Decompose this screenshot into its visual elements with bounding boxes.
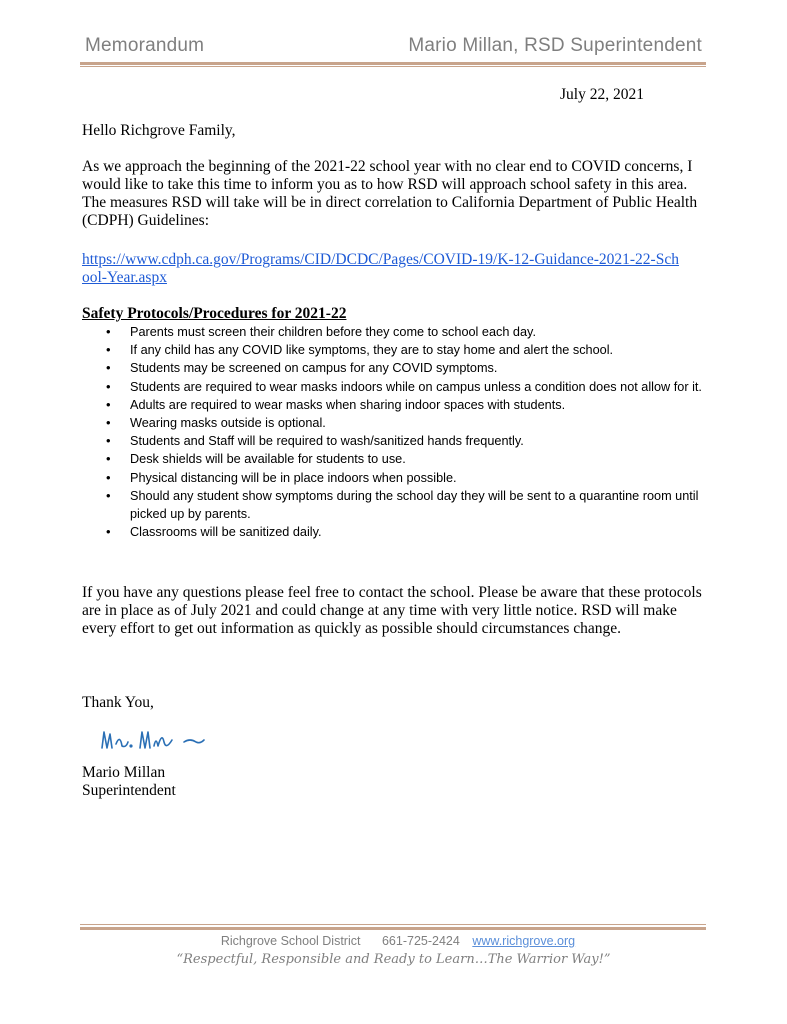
list-item: • Should any student show symptoms during the school day they will be sent to a quarantine room until picked up by parents. — [82, 487, 712, 523]
district-phone: 661-725-2424 — [381, 934, 460, 948]
sender-label: Mario Millan, RSD Superintendent — [408, 35, 702, 56]
list-item: • Desk shields will be available for students to use. — [82, 450, 712, 468]
closing-paragraph: If you have any questions please feel free to contact the school. Please be aware that these protocols are in place as of July 2021 and could change at any time with very little notice. RSD will make every effort to get out information as quickly as possible should circumstances change. — [82, 584, 702, 637]
list-item: • Wearing masks outside is optional. — [82, 414, 712, 432]
signer-name: Mario Millan — [82, 764, 166, 781]
signoff: Thank You, — [82, 694, 154, 711]
header-rule-thin — [80, 66, 706, 67]
list-item: • Students are required to wear masks indoors while on campus unless a condition does not allow for it. — [82, 378, 712, 396]
list-item: • Students and Staff will be required to wash/sanitized hands frequently. — [82, 432, 712, 450]
memo-label: Memorandum — [85, 35, 205, 56]
list-item: • Students may be screened on campus for any COVID symptoms. — [82, 359, 712, 377]
signer-title: Superintendent — [82, 782, 176, 799]
list-item: • Classrooms will be sanitized daily. — [82, 523, 712, 541]
list-item: • Physical distancing will be in place indoors when possible. — [82, 469, 712, 487]
signature-image — [98, 724, 208, 758]
list-item: • Adults are required to wear masks when sharing indoor spaces with students. — [82, 396, 712, 414]
footer-rule — [80, 927, 706, 930]
district-name: Richgrove School District — [220, 934, 361, 948]
protocols-list — [82, 323, 712, 541]
cdph-guidance-link[interactable]: https://www.cdph.ca.gov/Programs/CID/DCDC/Pages/COVID-19/K-12-Guidance-2021-22-School-Year.aspx — [82, 251, 679, 286]
district-website-link[interactable]: www.richgrove.org — [472, 934, 576, 948]
intro-paragraph: As we approach the beginning of the 2021-22 school year with no clear end to COVID concerns, I would like to take this time to inform you as to how RSD will approach school safety in this area. The measures RSD will take will be in direct correlation to California Department of Public Health (CDPH) Guidelines: — [82, 158, 698, 229]
greeting: Hello Richgrove Family, — [82, 122, 236, 139]
letter-date: July 22, 2021 — [560, 86, 644, 103]
list-item: • Parents must screen their children before they come to school each day. — [82, 323, 712, 341]
protocols-heading: Safety Protocols/Procedures for 2021-22 — [82, 305, 347, 322]
district-motto: “Respectful, Responsible and Ready to Learn…The Warrior Way!” — [176, 952, 611, 967]
list-item: • If any child has any COVID like symptoms, they are to stay home and alert the school. — [82, 341, 712, 359]
footer-contact — [0, 934, 787, 948]
footer-rule-thin — [80, 924, 706, 925]
header-rule — [80, 62, 706, 65]
